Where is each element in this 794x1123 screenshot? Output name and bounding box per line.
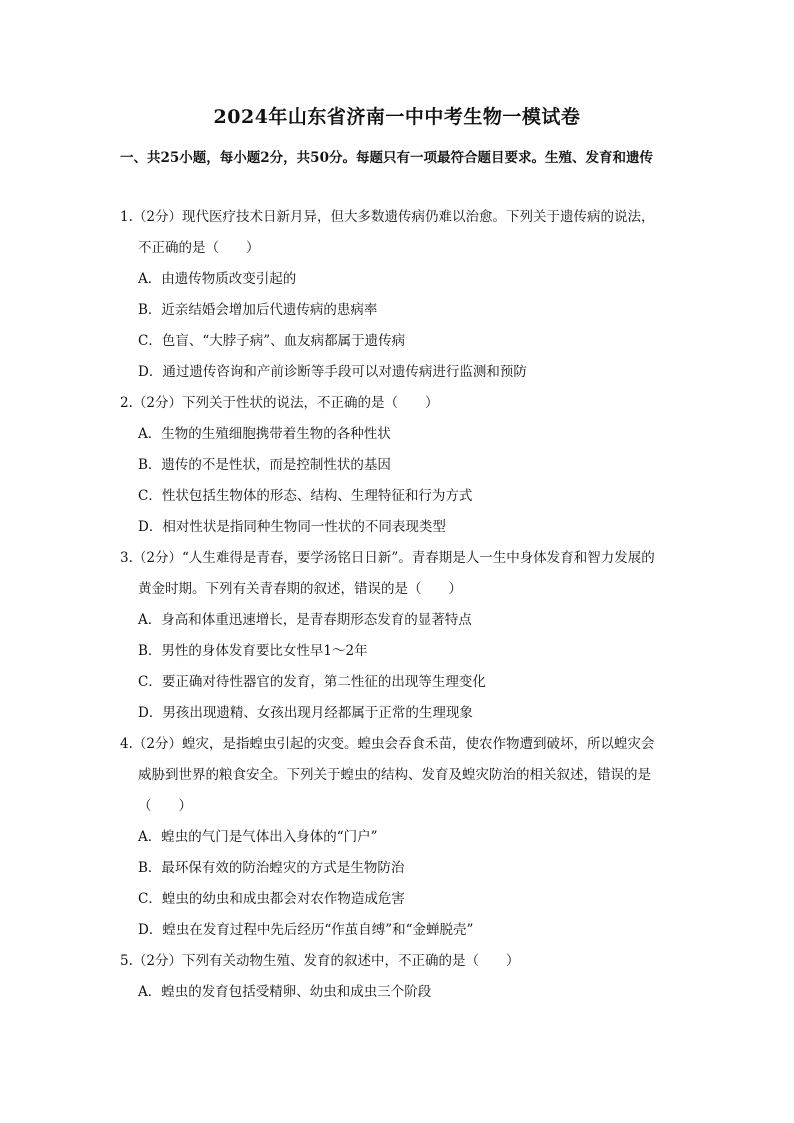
question-1-stem: 1.（2分）现代医疗技术日新月异，但大多数遗传病仍难以治愈。下列关于遗传病的说法， — [120, 209, 655, 225]
question-2-option-a: A．生物的生殖细胞携带着生物的各种性状 — [138, 426, 391, 442]
question-1-stem-cont: 不正确的是（ ） — [138, 240, 260, 256]
question-4-stem-cont-2: （ ） — [138, 798, 192, 814]
question-3-stem-cont: 黄金时期。下列有关青春期的叙述，错误的是（ ） — [138, 581, 462, 597]
question-1-option-d: D．通过遗传咨询和产前诊断等手段可以对遗传病进行监测和预防 — [138, 364, 527, 380]
question-5-option-a: A．蝗虫的发育包括受精卵、幼虫和成虫三个阶段 — [138, 984, 432, 1000]
question-4-stem: 4.（2分）蝗灾，是指蝗虫引起的灾变。蝗虫会吞食禾苗，使农作物遭到破坏，所以蝗灾会 — [120, 736, 655, 752]
question-4-option-c: C．蝗虫的幼虫和成虫都会对农作物造成危害 — [138, 891, 405, 907]
question-2-option-c: C．性状包括生物体的形态、结构、生理特征和行为方式 — [138, 488, 473, 504]
question-5-stem: 5.（2分）下列有关动物生殖、发育的叙述中，不正确的是（ ） — [120, 953, 520, 969]
question-3-option-d: D．男孩出现遗精、女孩出现月经都属于正常的生理现象 — [138, 705, 473, 721]
question-1-option-b: B．近亲结婚会增加后代遗传病的患病率 — [138, 302, 378, 318]
question-2-stem: 2.（2分）下列关于性状的说法，不正确的是（ ） — [120, 395, 439, 411]
page-title: 2024年山东省济南一中中考生物一模试卷 — [213, 106, 581, 128]
question-3-option-a: A．身高和体重迅速增长，是青春期形态发育的显著特点 — [138, 612, 472, 628]
question-2-option-b: B．遗传的不是性状，而是控制性状的基因 — [138, 457, 391, 473]
question-4-option-b: B．最环保有效的防治蝗灾的方式是生物防治 — [138, 860, 405, 876]
question-4-stem-cont: 威胁到世界的粮食安全。下列关于蝗虫的结构、发育及蝗灾防治的相关叙述，错误的是 — [138, 767, 651, 783]
section-heading: 一、共25小题，每小题2分，共50分。每题只有一项最符合题目要求。生殖、发育和遗传 — [120, 150, 653, 166]
question-4-option-d: D．蝗虫在发育过程中先后经历“作茧自缚”和“金蝉脱壳” — [138, 922, 474, 938]
question-2-option-d: D．相对性状是指同种生物同一性状的不同表现类型 — [138, 519, 446, 535]
question-1-option-a: A．由遗传物质改变引起的 — [138, 271, 297, 287]
question-3-option-c: C．要正确对待性器官的发育，第二性征的出现等生理变化 — [138, 674, 486, 690]
question-3-stem: 3.（2分）“人生难得是青春，要学汤铭日日新”。青春期是人一生中身体发育和智力发展的 — [120, 550, 655, 566]
question-4-option-a: A．蝗虫的气门是气体出入身体的“门户” — [138, 829, 378, 845]
question-1-option-c: C．色盲、“大脖子病”、血友病都属于遗传病 — [138, 333, 406, 349]
question-3-option-b: B．男性的身体发育要比女性早1～2年 — [138, 643, 368, 659]
